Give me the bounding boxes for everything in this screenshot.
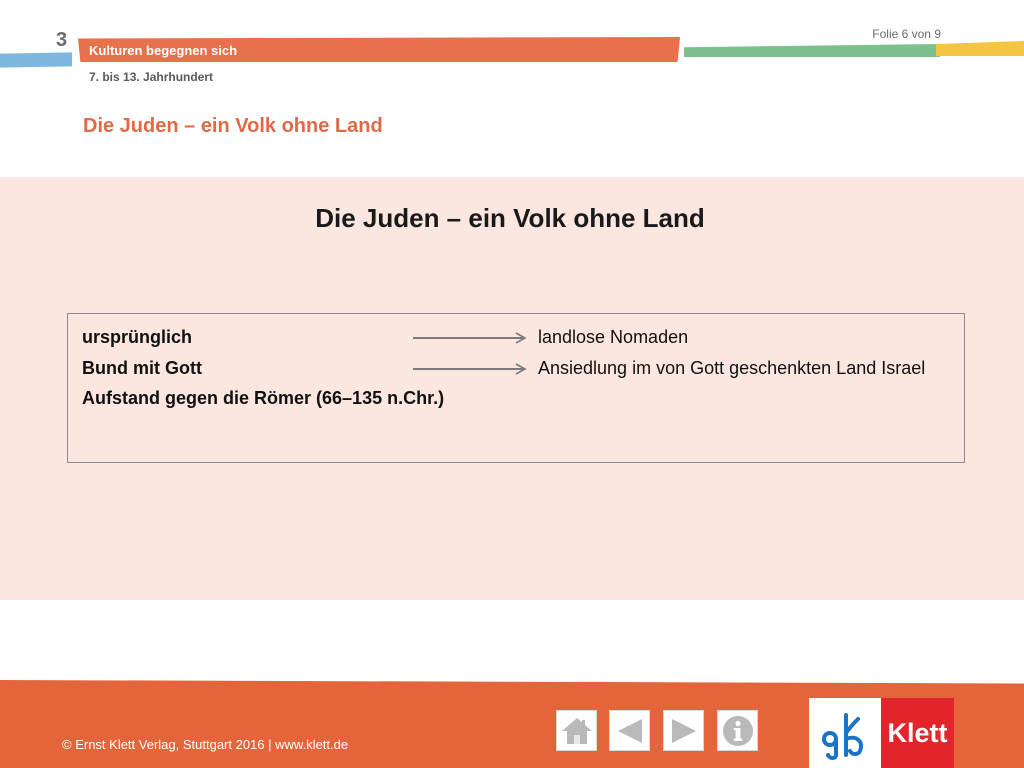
home-icon <box>560 715 594 747</box>
decorative-stripe-yellow <box>936 41 1024 56</box>
next-slide-button[interactable] <box>663 710 704 751</box>
home-button[interactable] <box>556 710 597 751</box>
klett-emblem-icon <box>809 698 881 768</box>
section-title: Die Juden – ein Volk ohne Land <box>83 115 383 137</box>
logo-text: Klett <box>887 717 948 748</box>
content-area <box>0 177 1024 600</box>
previous-slide-button[interactable] <box>609 710 650 751</box>
klett-wordmark <box>881 698 954 768</box>
arrow-right-icon <box>413 362 529 376</box>
row-term: Bund mit Gott <box>82 358 202 378</box>
slide-title: Die Juden – ein Volk ohne Land <box>315 203 705 233</box>
arrow-right-icon <box>413 331 529 345</box>
summary-box <box>67 313 965 463</box>
row-result: Ansiedlung im von Gott geschenkten Land Israel <box>538 358 926 378</box>
chapter-subtitle: 7. bis 13. Jahrhundert <box>89 70 214 84</box>
klett-logo[interactable] <box>809 698 954 768</box>
row-term: Aufstand gegen die Römer (66–135 n.Chr.) <box>82 388 445 408</box>
row-term: ursprünglich <box>82 327 193 347</box>
info-icon <box>721 714 755 748</box>
row-result: landlose Nomaden <box>538 327 689 347</box>
info-button[interactable] <box>717 710 758 751</box>
chapter-number: 3 <box>56 29 68 51</box>
arrow-left-icon <box>614 715 646 747</box>
arrow-right-icon <box>668 715 700 747</box>
decorative-stripe-blue <box>0 52 72 67</box>
copyright: © Ernst Klett Verlag, Stuttgart 2016 | www.klett.de <box>62 737 349 752</box>
slide-counter: Folie 6 von 9 <box>872 27 941 41</box>
decorative-stripe-green <box>684 44 940 57</box>
chapter-title: Kulturen begegnen sich <box>89 43 238 58</box>
